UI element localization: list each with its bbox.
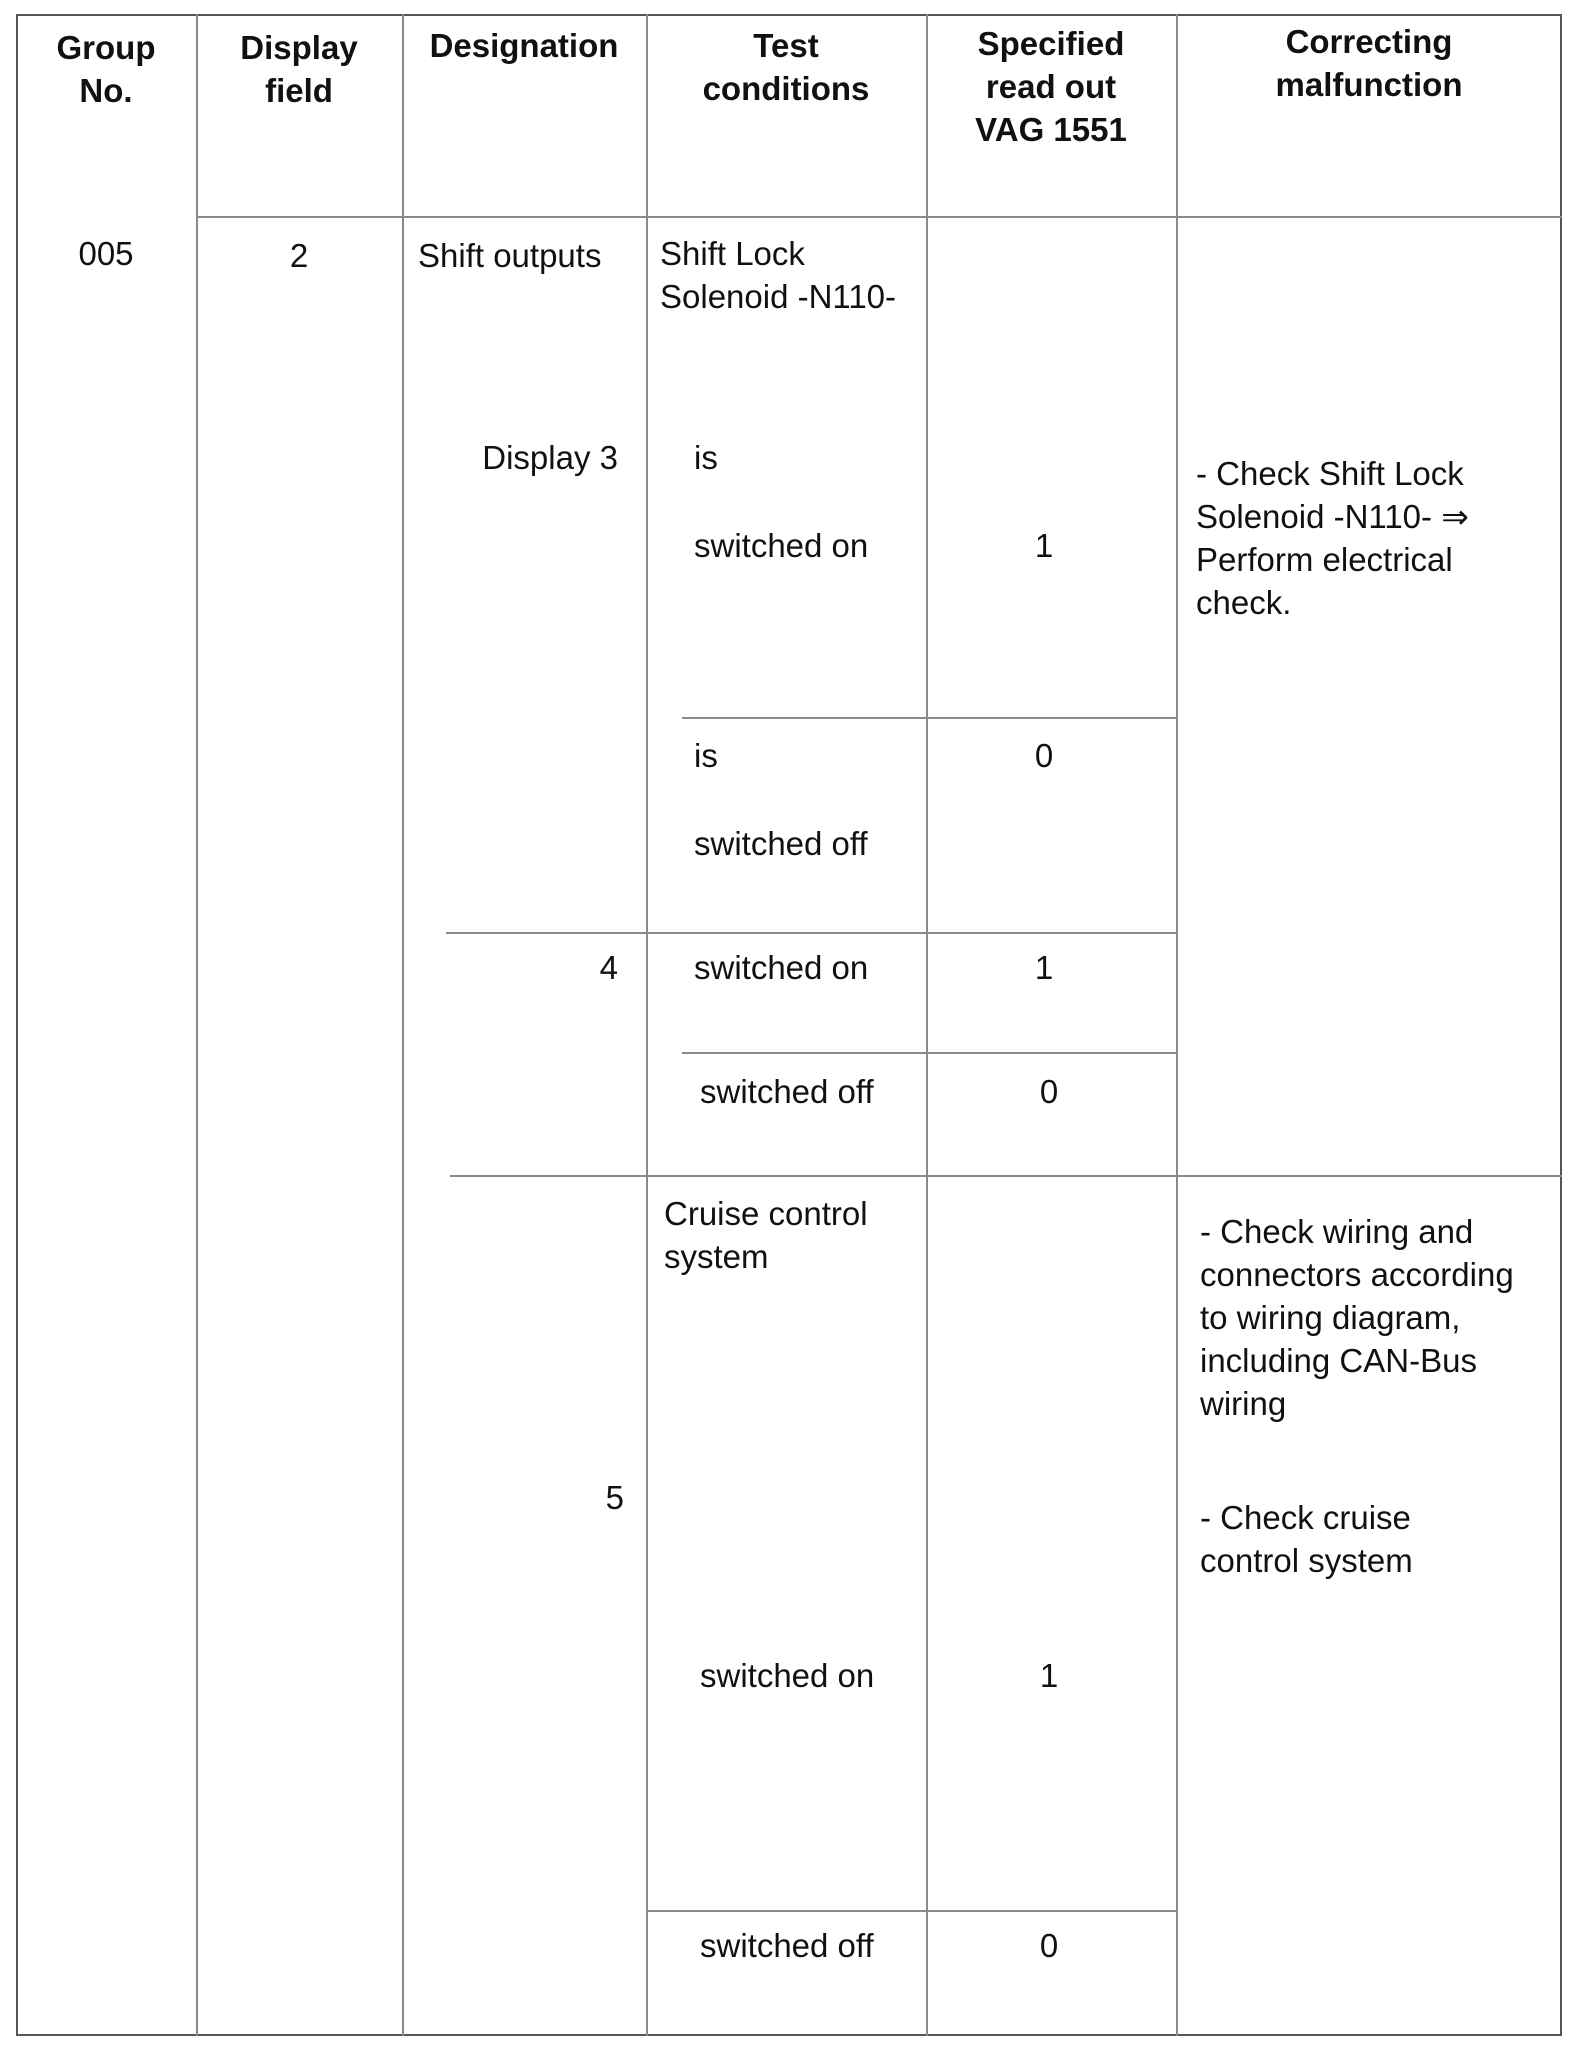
shift-lock-remedy: - Check Shift Lock Solenoid -N110- ⇒ Perform electrical check. bbox=[1196, 455, 1469, 621]
table-border-bottom bbox=[16, 2034, 1562, 2036]
rule-d5-split bbox=[646, 1910, 1176, 1912]
col-divider-1 bbox=[196, 14, 198, 2036]
cruise-remedy-system: - Check cruise control system bbox=[1200, 1499, 1413, 1579]
d4-off-value: 0 bbox=[1039, 1073, 1059, 1110]
cruise-off-value: 0 bbox=[1039, 1927, 1059, 1964]
display-field-value: 2 bbox=[289, 237, 309, 274]
header-test-conditions: Test conditions bbox=[702, 27, 870, 107]
cruise-condition-title: Cruise control system bbox=[664, 1195, 868, 1275]
header-designation: Designation bbox=[429, 27, 619, 64]
d4-on-value: 1 bbox=[1034, 949, 1054, 986]
d3-on-line2: switched on bbox=[694, 527, 869, 564]
table-border-left bbox=[16, 14, 18, 2036]
display5-label: 5 bbox=[605, 1479, 624, 1516]
rule-d4-split bbox=[682, 1052, 1176, 1054]
rule-d5-top bbox=[450, 1175, 1562, 1177]
display3-label: Display 3 bbox=[482, 439, 618, 476]
header-rule bbox=[196, 216, 1562, 218]
cruise-on-value: 1 bbox=[1039, 1657, 1059, 1694]
header-correcting-malfunction: Correcting malfunction bbox=[1275, 23, 1463, 103]
header-display-field: Display field bbox=[240, 29, 358, 109]
cruise-remedy-wiring: - Check wiring and connectors according to wiring diagram, including CAN-Bus wiring bbox=[1200, 1213, 1514, 1422]
d3-on-line1: is bbox=[694, 439, 718, 476]
table-border-top bbox=[16, 14, 1562, 16]
table-border-right bbox=[1560, 14, 1562, 2036]
d3-off-line1: is bbox=[694, 737, 718, 774]
d4-on-label: switched on bbox=[694, 949, 869, 986]
col-divider-5 bbox=[1176, 14, 1178, 2036]
cruise-on-label: switched on bbox=[700, 1657, 875, 1694]
rule-d3-split bbox=[682, 717, 1176, 719]
d3-on-value: 1 bbox=[1034, 527, 1054, 564]
designation-value: Shift outputs bbox=[418, 237, 602, 274]
display4-label: 4 bbox=[599, 949, 618, 986]
header-specified-readout: Specified read out VAG 1551 bbox=[975, 25, 1127, 148]
d4-off-label: switched off bbox=[700, 1073, 874, 1110]
cruise-off-label: switched off bbox=[700, 1927, 874, 1964]
d3-off-value: 0 bbox=[1034, 737, 1054, 774]
header-group-no: Group No. bbox=[56, 29, 156, 109]
col-divider-2 bbox=[402, 14, 404, 2036]
col-divider-3 bbox=[646, 14, 648, 2036]
group-no-value: 005 bbox=[78, 235, 134, 272]
shift-lock-condition-title: Shift Lock Solenoid -N110- bbox=[660, 235, 897, 315]
rule-d4-top bbox=[446, 932, 1176, 934]
col-divider-4 bbox=[926, 14, 928, 2036]
d3-off-line2: switched off bbox=[694, 825, 868, 862]
